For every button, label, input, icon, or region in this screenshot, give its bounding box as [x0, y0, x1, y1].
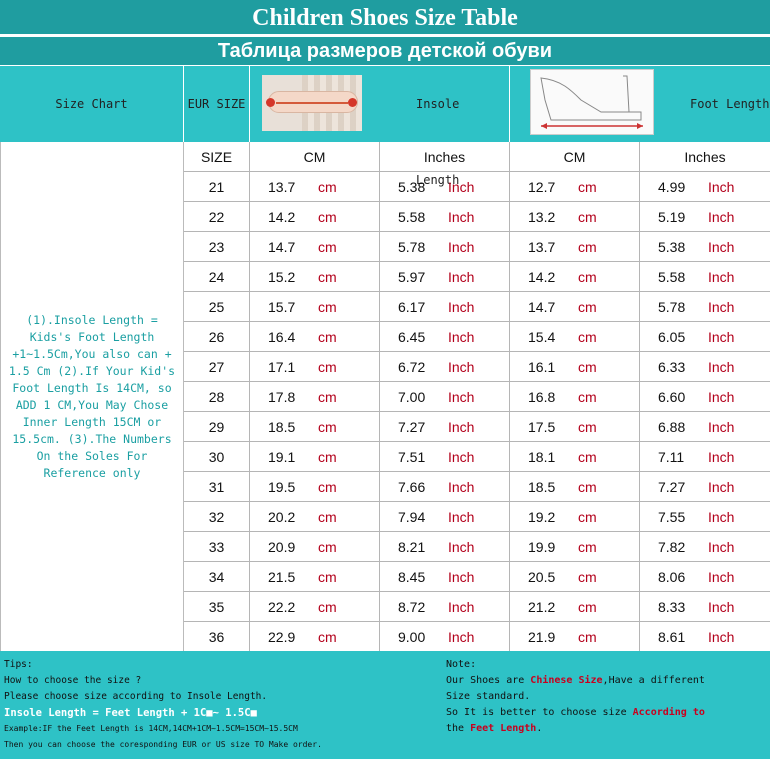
- eur-size-cell: 34: [184, 562, 250, 592]
- foot-inch-cell: 7.11 Inch: [640, 442, 770, 472]
- foot-cm-cell: 16.1 cm: [510, 352, 640, 382]
- insole-inch-cell: 6.45 Inch: [380, 322, 510, 352]
- tips-section: [4, 657, 434, 753]
- insole-cm-cell: 19.1 cm: [250, 442, 380, 472]
- foot-cm-cell: 13.2 cm: [510, 202, 640, 232]
- size-column-header: SIZE: [184, 142, 250, 172]
- note-line: Our Shoes are Chinese Size,Have a different: [446, 675, 705, 686]
- table-row: [184, 352, 770, 382]
- insole-inch-cell: 7.00 Inch: [380, 382, 510, 412]
- eur-size-cell: 23: [184, 232, 250, 262]
- table-row: [184, 622, 770, 652]
- insole-cm-cell: 15.7 cm: [250, 292, 380, 322]
- insole-cm-cell: 15.2 cm: [250, 262, 380, 292]
- foot-inch-cell: 7.55 Inch: [640, 502, 770, 532]
- eur-size-cell: 36: [184, 622, 250, 652]
- foot-inch-cell: 8.61 Inch: [640, 622, 770, 652]
- foot-inch-cell: 8.33 Inch: [640, 592, 770, 622]
- eur-size-cell: 25: [184, 292, 250, 322]
- foot-measure-image: [530, 69, 654, 135]
- table-row: [184, 232, 770, 262]
- foot-inch-cell: 6.88 Inch: [640, 412, 770, 442]
- foot-cm-cell: 18.1 cm: [510, 442, 640, 472]
- eur-size-cell: 33: [184, 532, 250, 562]
- eur-size-cell: 31: [184, 472, 250, 502]
- insole-cm-cell: 18.5 cm: [250, 412, 380, 442]
- insole-inches-column-header: Inches: [380, 142, 510, 172]
- foot-cm-cell: 21.2 cm: [510, 592, 640, 622]
- foot-length-header: [510, 66, 770, 142]
- insole-inch-cell: 9.00 Inch: [380, 622, 510, 652]
- table-row: [184, 592, 770, 622]
- eur-size-cell: 26: [184, 322, 250, 352]
- foot-inch-cell: 5.38 Inch: [640, 232, 770, 262]
- insole-cm-cell: 22.9 cm: [250, 622, 380, 652]
- foot-cm-cell: 14.7 cm: [510, 292, 640, 322]
- column-header-row: [184, 142, 770, 172]
- foot-cm-cell: 12.7 cm: [510, 172, 640, 202]
- foot-inch-cell: 5.78 Inch: [640, 292, 770, 322]
- foot-cm-cell: 19.9 cm: [510, 532, 640, 562]
- eur-size-cell: 22: [184, 202, 250, 232]
- note-line: the Feet Length.: [446, 723, 543, 734]
- eur-size-cell: 30: [184, 442, 250, 472]
- table-row: [184, 442, 770, 472]
- table-row: [184, 172, 770, 202]
- foot-cm-cell: 18.5 cm: [510, 472, 640, 502]
- foot-cm-cell: 20.5 cm: [510, 562, 640, 592]
- insole-inch-cell: 8.45 Inch: [380, 562, 510, 592]
- foot-length-label: Foot Length: [690, 97, 770, 111]
- note-line: So It is better to choose size According to: [446, 707, 705, 718]
- insole-cm-cell: 14.7 cm: [250, 232, 380, 262]
- size-chart-label: Size Chart: [0, 66, 184, 142]
- foot-cm-cell: 16.8 cm: [510, 382, 640, 412]
- insole-cm-cell: 22.2 cm: [250, 592, 380, 622]
- tips-heading: Tips:: [4, 659, 33, 670]
- tips-line: How to choose the size ?: [4, 675, 142, 686]
- foot-inch-cell: 6.33 Inch: [640, 352, 770, 382]
- note-heading: Note:: [446, 659, 477, 670]
- insole-cm-cell: 20.2 cm: [250, 502, 380, 532]
- eur-size-cell: 27: [184, 352, 250, 382]
- eur-size-cell: 24: [184, 262, 250, 292]
- footer-tips: [0, 651, 770, 759]
- foot-inch-cell: 6.05 Inch: [640, 322, 770, 352]
- eur-size-label: EUR SIZE: [184, 66, 250, 142]
- foot-inches-column-header: Inches: [640, 142, 770, 172]
- tips-line: Then you can choose the coresponding EUR or US size TO Make order.: [4, 740, 322, 749]
- insole-inch-cell: 7.94 Inch: [380, 502, 510, 532]
- insole-cm-column-header: CM: [250, 142, 380, 172]
- insole-inch-cell: 8.21 Inch: [380, 532, 510, 562]
- eur-size-cell: 21: [184, 172, 250, 202]
- foot-inch-cell: 7.82 Inch: [640, 532, 770, 562]
- insole-inch-cell: 6.17 Inch: [380, 292, 510, 322]
- tips-formula: Insole Length = Feet Length + 1C■~ 1.5C■: [4, 707, 257, 719]
- size-advice-note: (1).Insole Length = Kids's Foot Length +1~1.5Cm,You also can + 1.5 Cm (2).If Your Kid's Foot Length Is 14CM, so ADD 1 CM,You May Chose Inner Length 15CM or 15.5cm. (3).The Numbers On the Soles For Reference only: [0, 142, 184, 651]
- insole-inch-cell: 7.27 Inch: [380, 412, 510, 442]
- table-row: [184, 202, 770, 232]
- insole-inch-cell: 5.58 Inch: [380, 202, 510, 232]
- insole-cm-cell: 19.5 cm: [250, 472, 380, 502]
- foot-inch-cell: 5.19 Inch: [640, 202, 770, 232]
- insole-cm-cell: 17.1 cm: [250, 352, 380, 382]
- foot-cm-cell: 15.4 cm: [510, 322, 640, 352]
- foot-inch-cell: 8.06 Inch: [640, 562, 770, 592]
- table-row: [184, 382, 770, 412]
- insole-inch-cell: 5.97 Inch: [380, 262, 510, 292]
- insole-cm-cell: 14.2 cm: [250, 202, 380, 232]
- insole-inch-cell: 5.78 Inch: [380, 232, 510, 262]
- insole-cm-cell: 21.5 cm: [250, 562, 380, 592]
- size-table: [184, 142, 770, 651]
- insole-image: [262, 75, 362, 131]
- foot-cm-cell: 21.9 cm: [510, 622, 640, 652]
- foot-cm-cell: 13.7 cm: [510, 232, 640, 262]
- insole-cm-cell: 17.8 cm: [250, 382, 380, 412]
- eur-size-cell: 32: [184, 502, 250, 532]
- table-row: [184, 262, 770, 292]
- foot-inch-cell: 5.58 Inch: [640, 262, 770, 292]
- page-title: Children Shoes Size Table: [0, 0, 770, 36]
- table-row: [184, 412, 770, 442]
- insole-inch-cell: 5.38 Inch: [380, 172, 510, 202]
- insole-length-label: Insole Length: [416, 97, 460, 187]
- note-line: Size standard.: [446, 691, 531, 702]
- table-row: [184, 472, 770, 502]
- insole-inch-cell: 8.72 Inch: [380, 592, 510, 622]
- foot-cm-column-header: CM: [510, 142, 640, 172]
- insole-cm-cell: 16.4 cm: [250, 322, 380, 352]
- foot-cm-cell: 17.5 cm: [510, 412, 640, 442]
- tips-line: Please choose size according to Insole Length.: [4, 691, 268, 702]
- table-row: [184, 292, 770, 322]
- tips-example: Example:IF the Feet Length is 14CM,14CM+1CM~1.5CM=15CM~15.5CM: [4, 724, 298, 733]
- insole-inch-cell: 7.66 Inch: [380, 472, 510, 502]
- foot-cm-cell: 19.2 cm: [510, 502, 640, 532]
- foot-inch-cell: 4.99 Inch: [640, 172, 770, 202]
- foot-inch-cell: 7.27 Inch: [640, 472, 770, 502]
- foot-cm-cell: 14.2 cm: [510, 262, 640, 292]
- insole-cm-cell: 20.9 cm: [250, 532, 380, 562]
- table-row: [184, 322, 770, 352]
- insole-inch-cell: 6.72 Inch: [380, 352, 510, 382]
- table-row: [184, 502, 770, 532]
- page-subtitle: Таблица размеров детской обуви: [0, 37, 770, 65]
- eur-size-cell: 29: [184, 412, 250, 442]
- insole-inch-cell: 7.51 Inch: [380, 442, 510, 472]
- note-section: [446, 657, 766, 737]
- table-row: [184, 532, 770, 562]
- eur-size-cell: 28: [184, 382, 250, 412]
- insole-cm-cell: 13.7 cm: [250, 172, 380, 202]
- eur-size-cell: 35: [184, 592, 250, 622]
- table-row: [184, 562, 770, 592]
- foot-inch-cell: 6.60 Inch: [640, 382, 770, 412]
